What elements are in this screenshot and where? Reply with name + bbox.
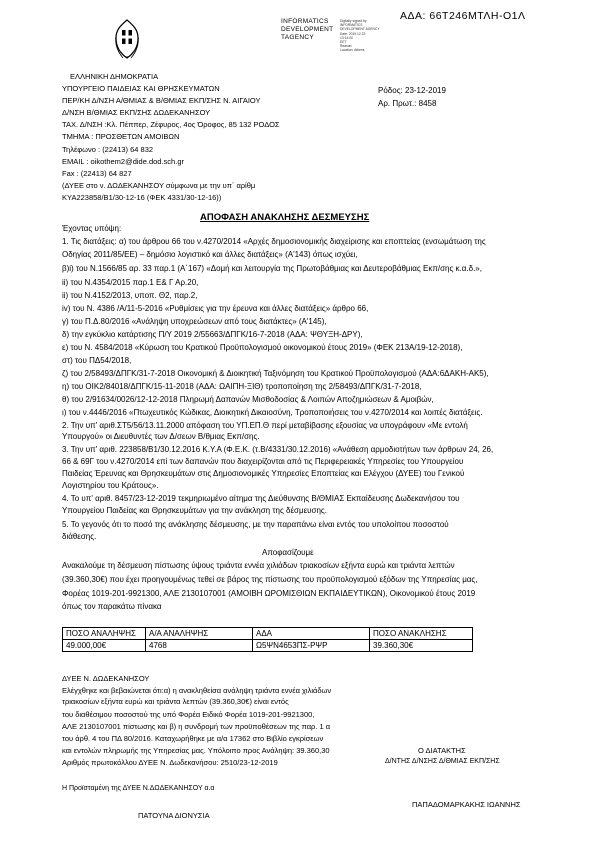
footer-line: του διαθέσιμου ποσοστού της υπό Φορέα Ειδικό Φορέα 1019-201-9921300, [62,710,315,719]
table-header-cell: Α/Α ΑΝΑΛΗΨΗΣ [146,628,253,640]
logo-line-3 [281,34,333,42]
body-line: β)i) του Ν.1566/85 αρ. 33 παρ.1 (Α΄167) «Δομή και λειτουργία της Πρωτοβάθμιας και Δευτεροβάθμιας Εκπ/σης κ.α.δ.», [62,264,482,273]
sig-line: Location: Athens [340,48,365,53]
table-cell: 39.360,30€ [370,640,473,652]
body-line: ζ) του 2/58493/ΔΠΓΚ/31-7-2018 Οικονομική & Διοικητική Ταξινόμηση του Κρατικού Προϋπολογισμού (ΑΔΑ:6ΔΑΚΗ-ΑΚ5), [62,369,489,378]
body-line: ii) του Ν.4354/2015 παρ.1 Ε& Γ Αρ.20, [62,278,199,287]
table-cell: 49.000,00€ [63,640,146,652]
footer-line: Ελέγχθηκε και βεβαιώνεται ότι:α) η ανακληθείσα ανάληψη τριάντα εννέα χιλιάδων [62,686,332,695]
header-line: ΚΥΑ223858/Β1/30-12-16 (ΦΕΚ 4331/30-12-16)) [62,193,222,202]
body-line: ι) του ν.4446/2016 «Πτωχευτικός Κώδικας, Διοικητική Δικαιοσύνη, Τροποποιήσεις του ν.4270/2014 και λοιπές διατάξεις. [62,408,483,417]
table-header-cell: ΠΟΣΟ ΑΝΑΛΗΨΗΣ [63,628,146,640]
body-line: διάθεσης. [62,532,97,541]
table-cell: Ω5ΨΝ4653ΠΣ-ΡΨΡ [253,640,370,652]
body-line: Υπουργού» οι Διευθυντές των Δ/σεων Β/θμιας Εκπ/σης. [62,432,260,441]
signatory-name: ΠΑΠΑΔΟΜΑΡΚΑΚΗΣ ΙΩΑΝΝΗΣ [412,800,521,809]
header-line: Τηλέφωνο : (22413) 64 832 [62,145,154,154]
signatory-role: Δ/ΝΤΗΣ Δ/ΝΣΗΣ Δ/ΘΜΙΑΣ ΕΚΠ/ΣΗΣ [385,758,500,765]
document-title: ΑΠΟΦΑΣΗ ΑΝΑΚΛΗΣΗΣ ΔΕΣΜΕΥΣΗΣ [200,212,370,223]
body-line: γ) του Π.Δ.80/2016 «Ανάληψη υποχρεώσεων από τους διατάκτες» (Α'145), [62,317,327,326]
header-line: ΠΕΡ/ΚΗ Δ/ΝΣΗ Α/ΘΜΙΑΣ & Β/ΘΜΙΑΣ ΕΚΠ/ΣΗΣ Ν. ΑΙΓΑΙΟΥ [62,96,261,105]
decision-line: όπως τον παρακάτω πίνακα [62,602,162,611]
header-line: ΤΜΗΜΑ : ΠΡΟΣΘΕΤΩΝ ΑΜΟΙΒΩΝ [62,132,180,141]
date-line: Ρόδος: 23-12-2019 [378,86,446,95]
left-signature-name: ΠΑΤΟΥΝΑ ΔΙΟΝΥΣΙΑ [138,811,210,820]
footer-line: Αριθμός πρωτοκόλλου ΔΥΕΕ Ν. Δωδεκανήσου: 2510/23-12-2019 [62,758,278,767]
table-header-cell: ΠΟΣΟ ΑΝΑΚΛΗΣΗΣ [370,628,473,640]
footer-line: ΑΛΕ 2130107001 πίστωσης και β) η συνδρομή των προϋποθέσεων της παρ. 1 α [62,722,331,731]
greek-emblem-icon [112,18,142,62]
body-line: Λογιστηρίου του Κράτους». [62,481,159,490]
header-line: Fax : (22413) 64 827 [62,169,132,178]
table-cell: 4768 [146,640,253,652]
body-line: δ) την εγκύκλιο κατάρτισης Π/Υ 2019 2/55663/ΔΠΓΚ/16-7-2018 (ΑΔΑ: ΨΘΥΞΗ-ΔΡΥ), [62,330,363,339]
body-line: Υπουργείου Παιδείας και Θρησκευμάτων για την ανάκληση της δέσμευσης. [62,506,327,515]
header-line: ΤΑΧ. Δ/ΝΣΗ :Κλ. Πέππερ, Ζέφυρος, 4ος Όροφος, 85 132 ΡΟΔΟΣ [62,120,280,129]
header-line: EMAIL : oikothem2@dide.dod.sch.gr [62,157,184,166]
body-line: στ) του ΠΔ54/2018, [62,356,132,365]
informatics-agency-logo [281,18,333,42]
body-line: η) του ΟΙΚ2/84018/ΔΠΓΚ/15-11-2018 (ΑΔΑ: ΩΑΙΠΗ-ΞΙΘ) τροποποίηση της 2/58493/ΔΠΓΚ/31-7-2018, [62,382,422,391]
footer-line: Η Προϊσταμένη της ΔΥΕΕ Ν.ΔΩΔΕΚΑΝΗΣΟΥ α.α [62,785,215,792]
body-line: 1. Τις διατάξεις: α) του άρθρου 66 του ν.4270/2014 «Αρχές δημοσιονομικής διαχείρισης και εποπτείας (ενσωμάτωση της [62,237,486,246]
footer-line: ΔΥΕΕ Ν. ΔΩΔΕΚΑΝΗΣΟΥ [62,674,150,683]
body-line: Παιδείας Έρευνας και Θρησκευμάτων στις Δημοσιονομικές Υπηρεσίες Εποπτείας και Ελέγχου (ΔΥΕΕ) του Γενικού [62,469,465,478]
logo-line-3-text: AGENCY [284,34,315,41]
body-line: ii) του Ν.4152/2013, υποπ. Θ2, παρ.2, [62,291,198,300]
header-line: ΕΛΛΗΝΙΚΗ ΔΗΜΟΚΡΑΤΙΑ [70,72,159,81]
table-header-row [63,628,473,640]
logo-line-1: INFORMATICS [281,18,329,25]
decision-line: Ανακαλούμε τη δέσμευση πίστωσης ύψους τριάντα εννέα χιλιάδων τριακοσίων εξήντα ευρώ και τριάντα λεπτών [62,561,455,570]
logo-line-2: DEVELOPMENT [281,26,334,33]
sig-line: INFORMATICS [340,23,363,28]
body-line: 5. Το γεγονός ότι το ποσό της ανάκλησης δέσμευσης, με την παραπάνω είναι εντός του υπολοίπου ποσοστού [62,520,449,529]
body-line: iv) του Ν. 4386 /Α/11-5-2016 «Ρυθμίσεις για την έρευνα και άλλες διατάξεις» άρθρο 66, [62,304,369,313]
footer-line: και εντολών πληρωμής της Υπηρεσίας μας. Υπόλοιπο προς Ανάληψη: 39.360,30 [62,746,330,755]
digital-signature-block [340,19,380,53]
header-line: ΥΠΟΥΡΓΕΙΟ ΠΑΙΔΕΙΑΣ ΚΑΙ ΘΡΗΣΚΕΥΜΑΤΩΝ [62,84,220,93]
decision-line: Φορέας 1019-201-9921300, ΑΛΕ 2130107001 (ΑΜΟΙΒΗ ΩΡΟΜΙΣΘΙΩΝ ΕΚΠΑΙΔΕΥΤΙΚΩΝ), Οικονομικού έτους 2019 [62,589,476,598]
body-line: 66 & 69Γ του ν.4270/2014 επί των δαπανών που διαχειρίζονται από τις Περιφερειακές Υπηρεσίες του Υπουργείου [62,457,464,466]
body-line: Έχοντας υπόψη: [62,224,122,233]
body-line: ε) του Ν. 4584/2018 «Κύρωση του Κρατικού Προϋπολογισμού οικονομικού έτους 2019» (ΦΕΚ 213Α/19-12-2018), [62,343,463,352]
body-line: 4. Το υπ' αριθ. 8457/23-12-2019 τεκμηριωμένο αίτημα της Διεύθυνσης Β/ΘΜΙΑΣ Εκπαίδευσης Δωδεκανήσου του [62,494,460,503]
body-line: θ) του 2/91634/0026/12-12-2018 Πληρωμή Δαπανών Μισθοδοσίας & Λοιπών Αποζημιώσεων & Αμοιβών, [62,395,434,404]
sig-line: Date: 2019.12.23 [340,31,366,36]
signatory-title: Ο ΔΙΑΤΑΚΤΗΣ [418,746,466,755]
sig-line: EET [340,40,347,45]
sig-line: 13:14:00 [340,35,353,40]
amounts-table [62,627,473,652]
ada-code: ΑΔΑ: 66Τ246ΜΤΛΗ-Ο1Λ [400,10,526,22]
sig-line: Digitally signed by [340,19,367,23]
decide-heading: Αποφασίζουμε [262,548,314,557]
header-line: Δ/ΝΣΗ Β/ΘΜΙΑΣ ΕΚΠ/ΣΗΣ ΔΩΔΕΚΑΝΗΣΟΥ [62,108,211,117]
body-line: 2. Την υπ' αριθ.ΣΤ5/56/13.11.2000 απόφαση του ΥΠ.ΕΠ.Θ περί μεταβίβασης εξουσίας να υπογράφουν «Με εντολή [62,421,468,430]
decision-line: (39.360,30€) που έχει προηγουμένως τεθεί σε βάρος της πίστωσης του προϋπολογισμού εξόδων της Υπηρεσίας μας, [62,575,478,584]
sig-line: DEVELOPMENT AGENCY [340,27,380,32]
table-row [63,640,473,652]
sig-line: Reason: [340,44,353,49]
footer-line: του άρθ. 4 του ΠΔ 80/2016. Καταχωρήθηκε με α/α 17362 στο Βιβλίο εγκρίσεων [62,734,324,743]
footer-line: τριακοσίων εξήντα ευρώ και τριάντα λεπτών (39.360,30€) είναι εντός [62,697,289,706]
protocol-number: Αρ. Πρωτ.: 8458 [378,99,437,108]
body-line: 3. Την υπ' αριθ. 223858/Β1/30.12.2016 Κ.Υ.Α (Φ.Ε.Κ. (τ.Β/4331/30.12.2016) «Ανάθεση αρμοδιοτήτων των άρθρων 24, 26, [62,445,494,454]
table-header-cell: ΑΔΑ [253,628,370,640]
body-line: Οδηγίας 2011/85/ΕΕ) – δημόσιο λογιστικό και άλλες διατάξεις» (Α'143) όπως ισχύει, [62,250,358,259]
logo-prefix: T [281,34,285,41]
header-line: (ΔΥΕΕ στο ν. ΔΩΔΕΚΑΝΗΣΟΥ σύμφωνα με την υπ΄ αρίθμ [62,181,256,190]
